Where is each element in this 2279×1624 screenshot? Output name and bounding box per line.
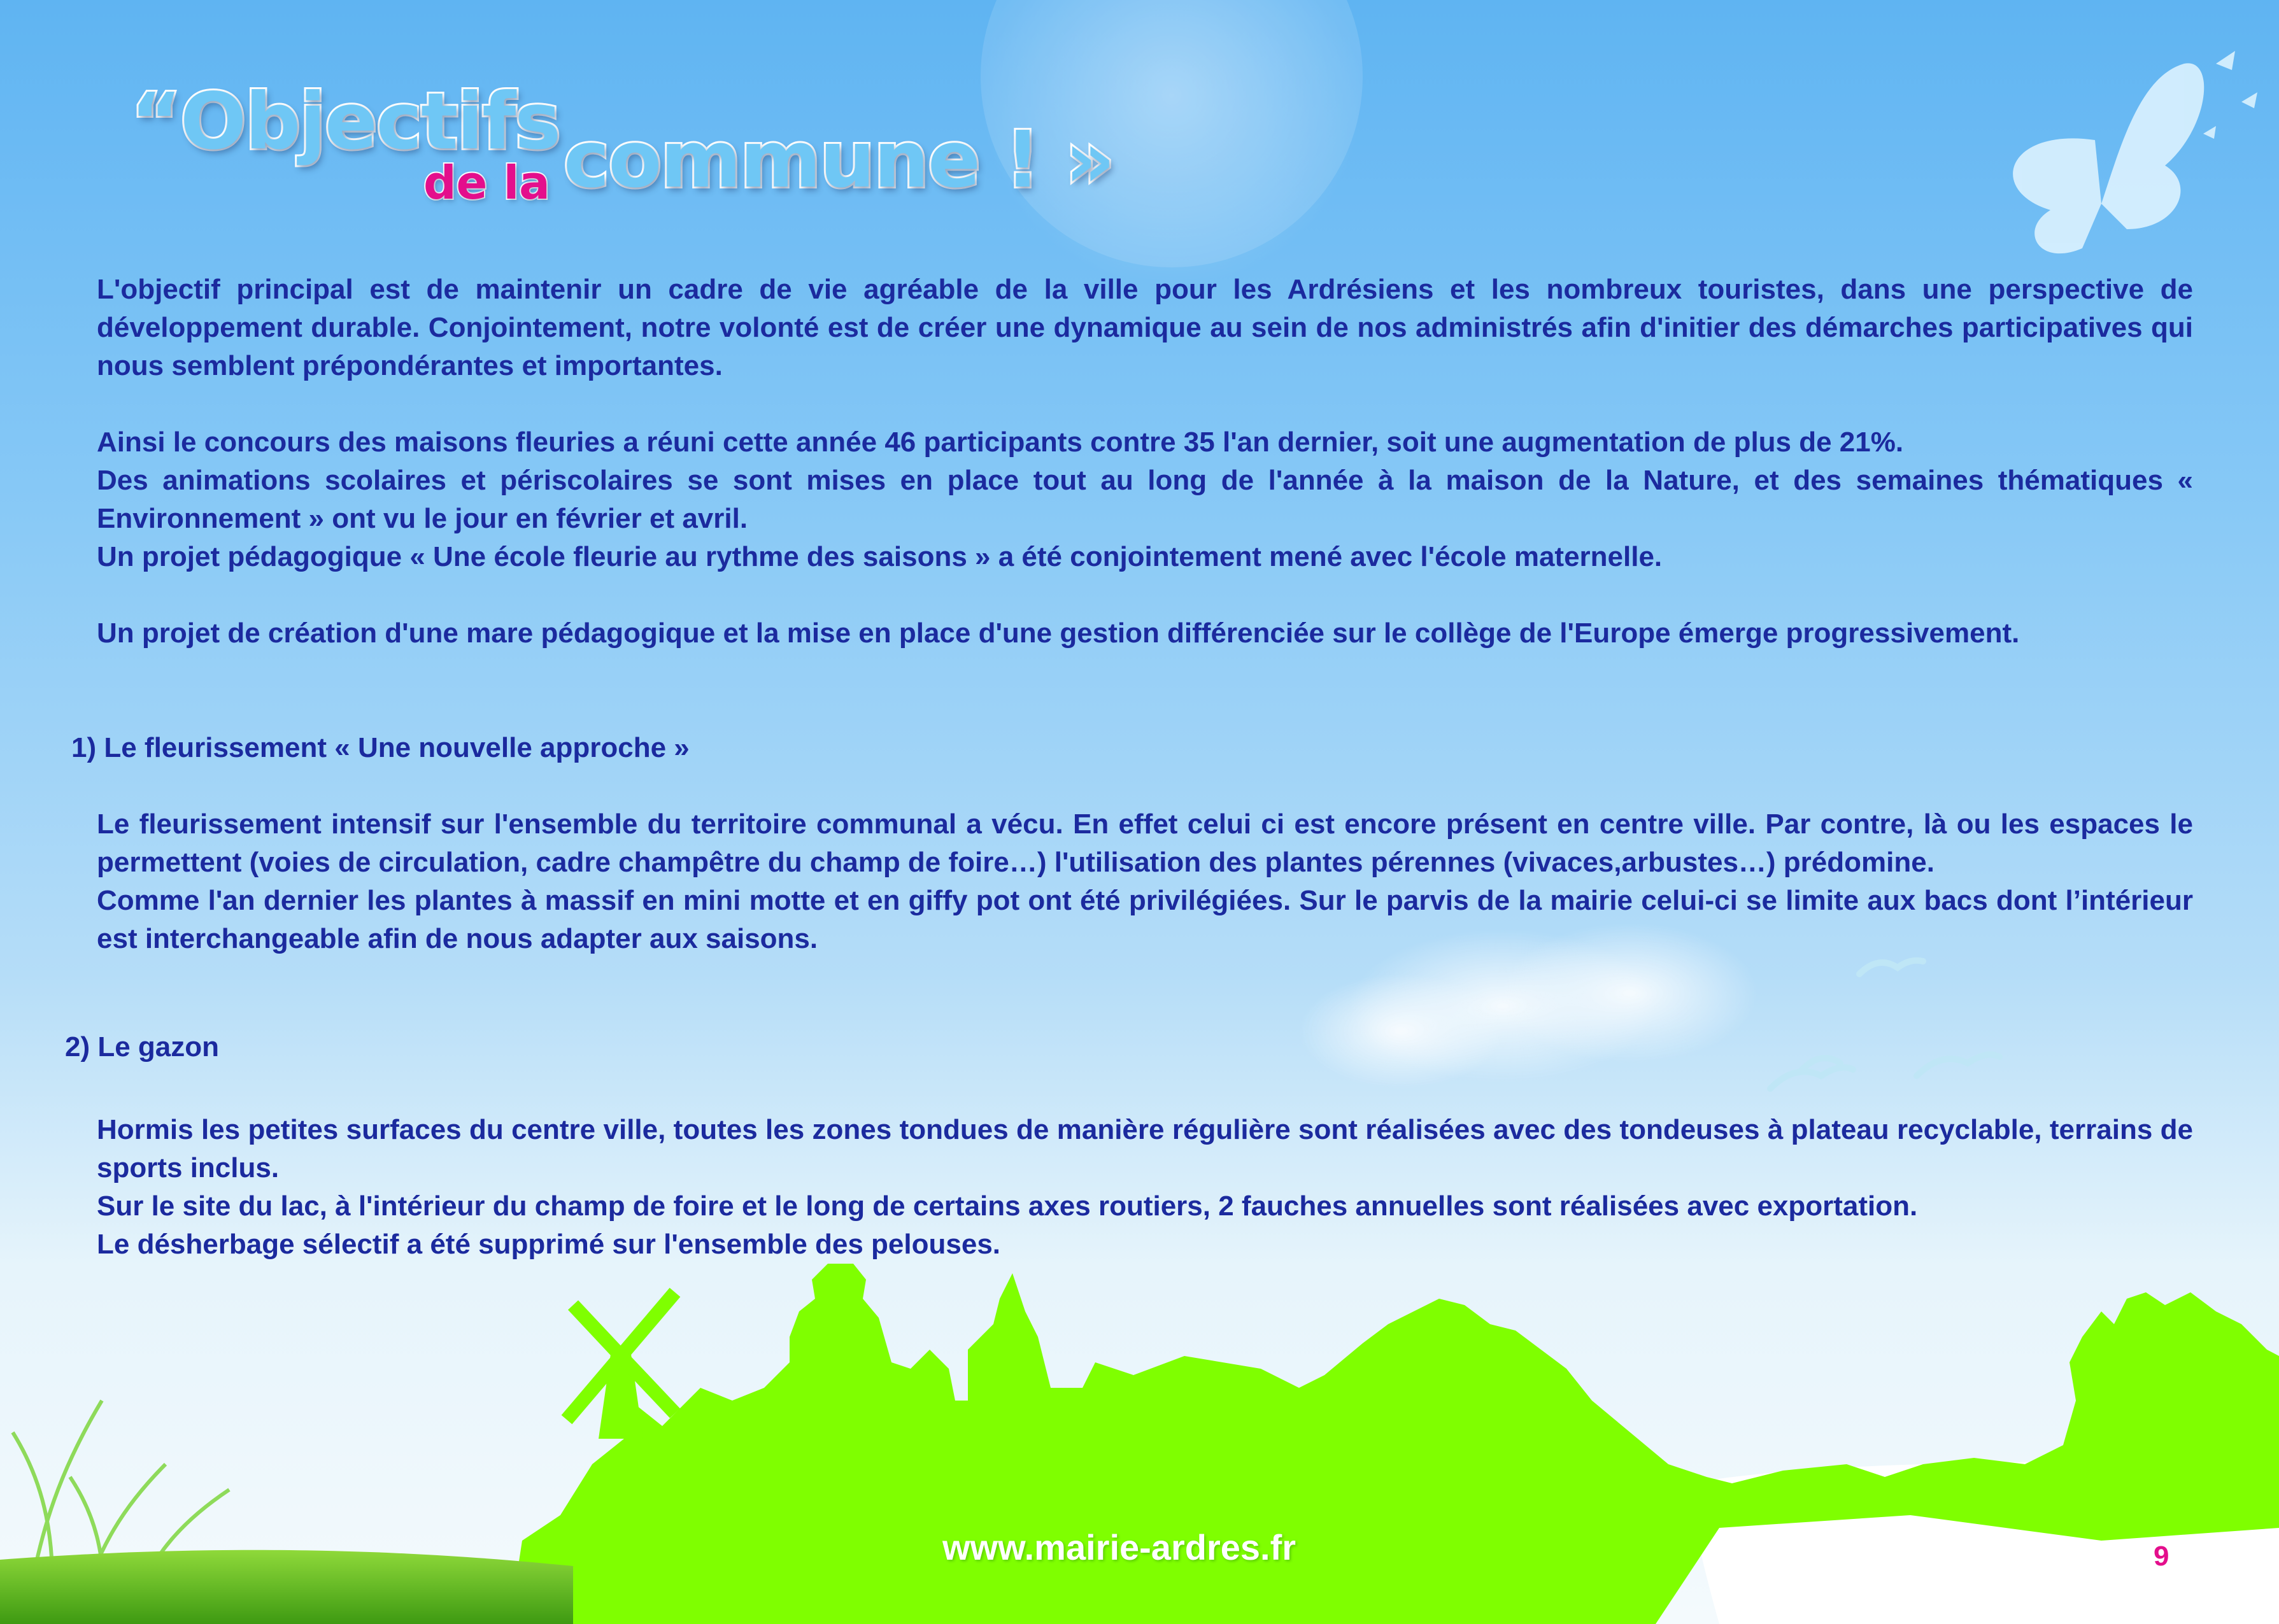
section-1-heading: 1) Le fleurissement « Une nouvelle approche » [71, 732, 690, 763]
intro-paragraph-1: L'objectif principal est de maintenir un cadre de vie agréable de la ville pour les Ardrésiens et les nombreux touristes, dans une perspective de développement durable. Conjointement, notre volonté est de créer une dynamique au sein de nos administrés afin d'initier des démarches participatives qui nous semblent prépondérantes et importantes. [97, 274, 2193, 381]
title-line-objectifs: “Objectifs [131, 76, 560, 167]
section-2-body [97, 1111, 2193, 1264]
windmill-silhouette [567, 1292, 675, 1439]
section-2-heading: 2) Le gazon [65, 1031, 220, 1063]
intro-paragraph-2-line-1: Ainsi le concours des maisons fleuries a réuni cette année 46 participants contre 35 l'an dernier, soit une augmentation de plus de 21%. [97, 427, 1904, 458]
section-1-paragraph-1: Le fleurissement intensif sur l'ensemble du territoire communal a vécu. En effet celui ci est encore présent en centre ville. Par contre, là ou les espaces le permettent (voies de circulation, cadre champêtre du champ de foire…) l'utilisation des plantes pérennes (vivaces,arbustes…) prédomine. [97, 808, 2193, 878]
bird-icons [1770, 961, 1999, 1089]
intro-paragraph-3: Un projet de création d'une mare pédagogique et la mise en place d'une gestion différenciée sur le collège de l'Europe émerge progressivement. [97, 618, 2020, 649]
grass-field [0, 1550, 573, 1624]
spacer [97, 576, 2193, 614]
section-1-paragraph-2: Comme l'an dernier les plantes à massif en mini motte et en giffy pot ont été privilégiées. Sur le parvis de la mairie celui-ci se limite aux bacs dont l’intérieur est interchangeable afin de nous adapter aux saisons. [97, 885, 2193, 954]
spacer [97, 385, 2193, 423]
intro-block [97, 271, 2193, 653]
intro-paragraph-2-line-2: Des animations scolaires et périscolaires se sont mises en place tout au long de l'année à la maison de la Nature, et des semaines thématiques « Environnement » ont vu le jour en février et avril. [97, 465, 2193, 534]
page-title [131, 76, 1213, 223]
website-url: www.mairie-ardres.fr [942, 1527, 1296, 1567]
section-2-paragraph-1: Hormis les petites surfaces du centre ville, toutes les zones tondues de manière régulière sont réalisées avec des tondeuses à plateau recyclable, terrains de sports inclus. [97, 1114, 2193, 1183]
section-1-body [97, 805, 2193, 958]
section-2-paragraph-2: Sur le site du lac, à l'intérieur du champ de foire et le long de certains axes routiers, 2 fauches annuelles sont réalisées avec exportation. [97, 1190, 1918, 1222]
intro-paragraph-2-line-3: Un projet pédagogique « Une école fleurie au rythme des saisons » a été conjointement mené avec l'école maternelle. [97, 541, 1663, 572]
page-number: 9 [2154, 1541, 2169, 1572]
butterfly-icon [2013, 51, 2257, 253]
section-2-paragraph-3: Le désherbage sélectif a été supprimé sur l'ensemble des pelouses. [97, 1229, 1001, 1260]
title-line-commune: commune ! » [564, 115, 1114, 205]
title-line-de-la: de la [423, 156, 550, 209]
